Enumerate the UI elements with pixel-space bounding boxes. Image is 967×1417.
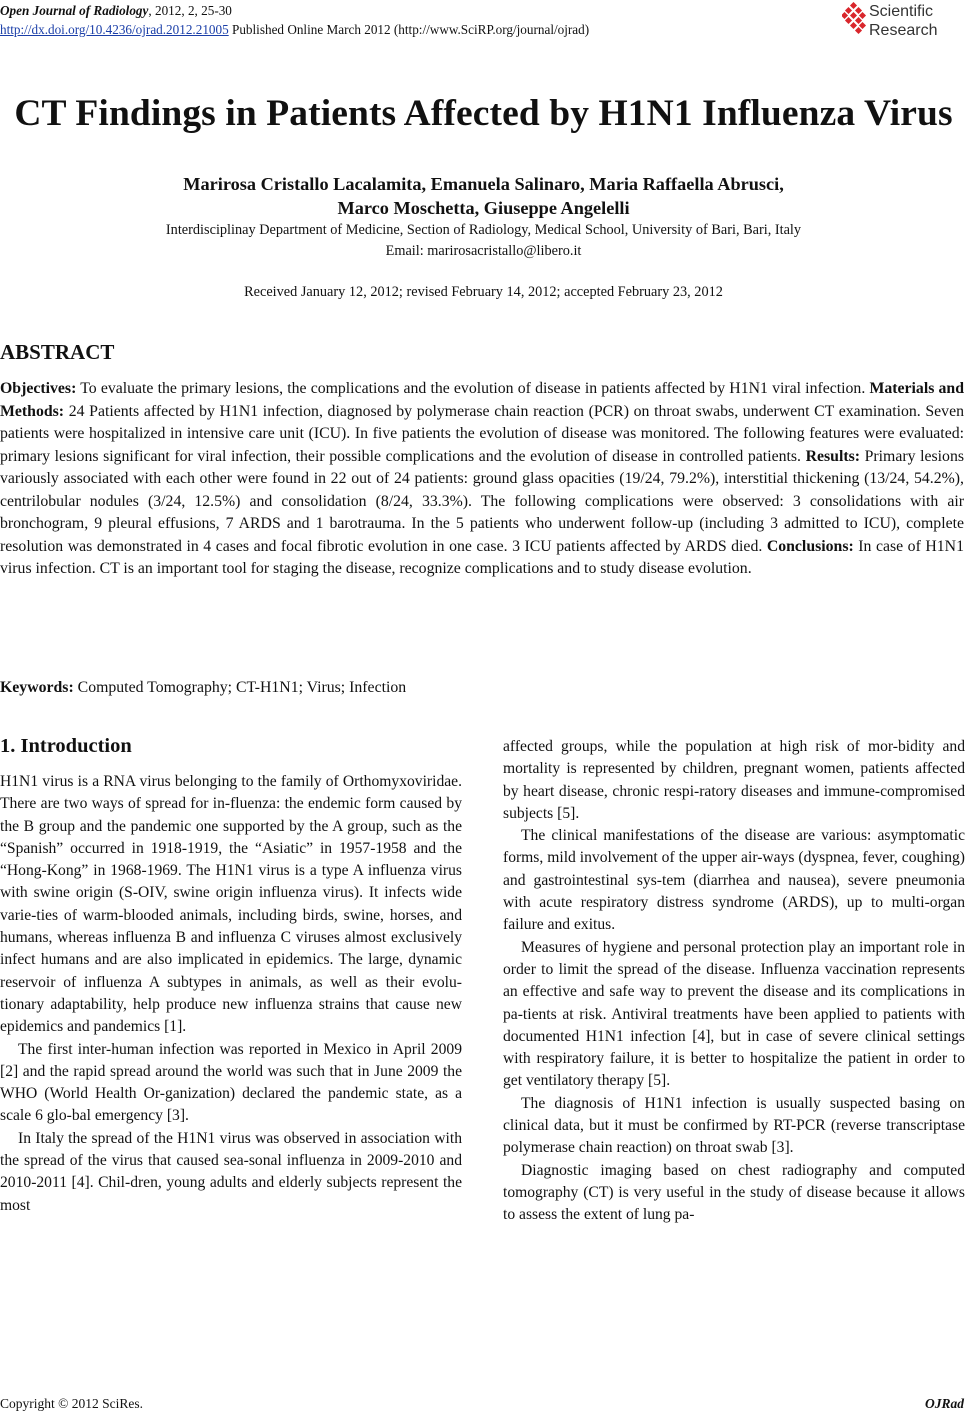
keywords-text: Computed Tomography; CT-H1N1; Virus; Infection xyxy=(73,679,407,696)
doi-link[interactable]: http://dx.doi.org/10.4236/ojrad.2012.21005 xyxy=(0,22,229,37)
logo-line-1: Scientific xyxy=(869,3,934,20)
left-column xyxy=(0,771,462,1217)
objectives-label: Objectives: xyxy=(0,380,77,397)
conclusions-label: Conclusions: xyxy=(766,537,854,555)
authors xyxy=(0,172,967,220)
affiliation: Interdisciplinay Department of Medicine, Section of Radiology, Medical School, University of Bari, Bari, Italy xyxy=(165,222,802,238)
journal-abbreviation: OJRad xyxy=(924,1396,964,1411)
abstract-heading: ABSTRACT xyxy=(0,340,115,364)
scientific-research-logo xyxy=(842,2,967,42)
keywords xyxy=(0,679,406,697)
paper-title: CT Findings in Patients Affected by H1N1 Influenza Virus xyxy=(14,93,953,134)
copyright: Copyright © 2012 SciRes. xyxy=(0,1396,144,1411)
logo-line-2: Research xyxy=(869,22,938,39)
paragraph: affected groups, while the population at high risk of mor-bidity and mortality is represented by children, pregnant women, patients affected by heart disease, chronic respi-ratory diseases and immune-compromised subjects [5]. xyxy=(503,738,965,822)
published-online: Published Online March 2012 (http://www.SciRP.org/journal/ojrad) xyxy=(228,22,590,37)
journal-name: Open Journal of Radiology xyxy=(0,3,149,18)
abstract-body xyxy=(0,378,964,581)
paragraph: The diagnosis of H1N1 infection is usually suspected basing on clinical data, but it must be confirmed by RT-PCR (reverse transcriptase polymerase chain reaction) on throat swab [3]. xyxy=(503,1094,965,1157)
affiliation-block xyxy=(0,220,967,262)
author-email: Email: marirosacristallo@libero.it xyxy=(385,243,582,259)
objectives-text: To evaluate the primary lesions, the complications and the evolution of disease in patients affected by H1N1 viral infection. xyxy=(76,380,870,397)
paragraph: The clinical manifestations of the disease are various: asymptomatic forms, mild involvement of the upper air-ways (dyspnea, fever, coughing) and gastrointestinal sys-tem (diarrhea and nausea), severe pneumonia with acute respiratory distress syndrome (ARDS), up to multi-organ failure and exitus. xyxy=(503,827,965,934)
methods-label: Materials and Methods: xyxy=(0,380,965,420)
keywords-label: Keywords: xyxy=(0,679,74,696)
journal-volume: , 2012, 2, 25-30 xyxy=(148,3,232,18)
logo-diamond-icon xyxy=(842,2,868,42)
authors-line-1: Marirosa Cristallo Lacalamita, Emanuela Salinaro, Maria Raffaella Abrusci, xyxy=(183,174,784,194)
methods-text: 24 Patients affected by H1N1 infection, diagnosed by polymerase chain reaction (PCR) on throat swabs, underwent CT examination. Seven patients were hospitalized in intensive care unit (ICU). In five patients the evolution of disease was monitored. The following features were evaluated: primary lesions significant for viral infection, their possible complications and the evolution of disease in controlled patients. xyxy=(0,402,964,465)
paragraph: The first inter-human infection was reported in Mexico in April 2009 [2] and the rapid spread around the world was such that in June 2009 the WHO (World Health Or-ganization) declared the pandemic state, as a scale 6 glo-bal emergency [3]. xyxy=(0,1040,462,1125)
paragraph: Diagnostic imaging based on chest radiography and computed tomography (CT) is very useful in the study of disease because it allows to assess the extent of lung pa- xyxy=(503,1161,965,1224)
received-dates: Received January 12, 2012; revised February 14, 2012; accepted February 23, 2012 xyxy=(244,284,723,300)
authors-line-2: Marco Moschetta, Giuseppe Angelelli xyxy=(337,198,630,218)
running-header xyxy=(0,1,589,39)
results-label: Results: xyxy=(805,447,861,465)
results-text: Primary lesions variously associated with each other were found in 22 out of 24 patients: ground glass opacities (19/24, 79.2%), interstitial thickening (13/24, 54.2%), centrilobular nodules (3/24, 12.5%) and consolidation (8/24, 33.3%). The following complications were observed: 3 consolidations with air bronchogram, 9 pleural effusions, 7 ARDS and 1 barotrauma. In the 5 patients who underwent follow-up (including 3 admitted to ICU), complete resolution was demonstrated in 4 cases and focal fibrotic evolution in one case. 3 ICU patients affected by ARDS died. xyxy=(0,447,964,555)
paragraph: H1N1 virus is a RNA virus belonging to the family of Orthomyxoviridae. There are two ways of spread for in-fluenza: the endemic form caused by the B group and the pandemic one supported by the A group, such as the “Spanish” occurred in 1918-1919, the “Asiatic” in 1957-1958 and the “Hong-Kong” in 1968-1969. The H1N1 virus is a type A influenza virus with swine origin (S-OIV, swine origin influenza virus). It infects wide varie-ties of warm-blooded animals, including birds, swine, horses, and humans, whereas influenza B and influenza C viruses almost exclusively infect humans and are also implicated in epidemics. The large, dynamic reservoir of influenza A subtypes in animals, as well as their evolu-tionary adaptability, help produce new influenza strains that cause new epidemics and pandemics [1]. xyxy=(0,773,462,1036)
conclusions-text: In case of H1N1 virus infection. CT is an important tool for staging the disease, recognize complications and to study disease evolution. xyxy=(0,537,964,577)
page-footer xyxy=(0,1396,964,1412)
section-heading-introduction: 1. Introduction xyxy=(0,735,132,757)
logo-text xyxy=(869,2,937,40)
paragraph: Measures of hygiene and personal protection play an important role in order to limit the spread of the disease. Influenza vaccination represents an effective and safe way to prevent the disease and its complications in pa-tients at risk. Antiviral treatments have been applied to patients with documented H1N1 infection [4], but in case of severe clinical settings with respiratory failure, it is better to hospitalize the patient in order to get ventilatory therapy [5]. xyxy=(503,938,965,1090)
paragraph: In Italy the spread of the H1N1 virus was observed in association with the spread of the virus that caused sea-sonal influenza in 2009-2010 and 2010-2011 [4]. Chil-dren, young adults and elderly subjects represent the most xyxy=(0,1129,462,1214)
right-column xyxy=(503,736,965,1227)
